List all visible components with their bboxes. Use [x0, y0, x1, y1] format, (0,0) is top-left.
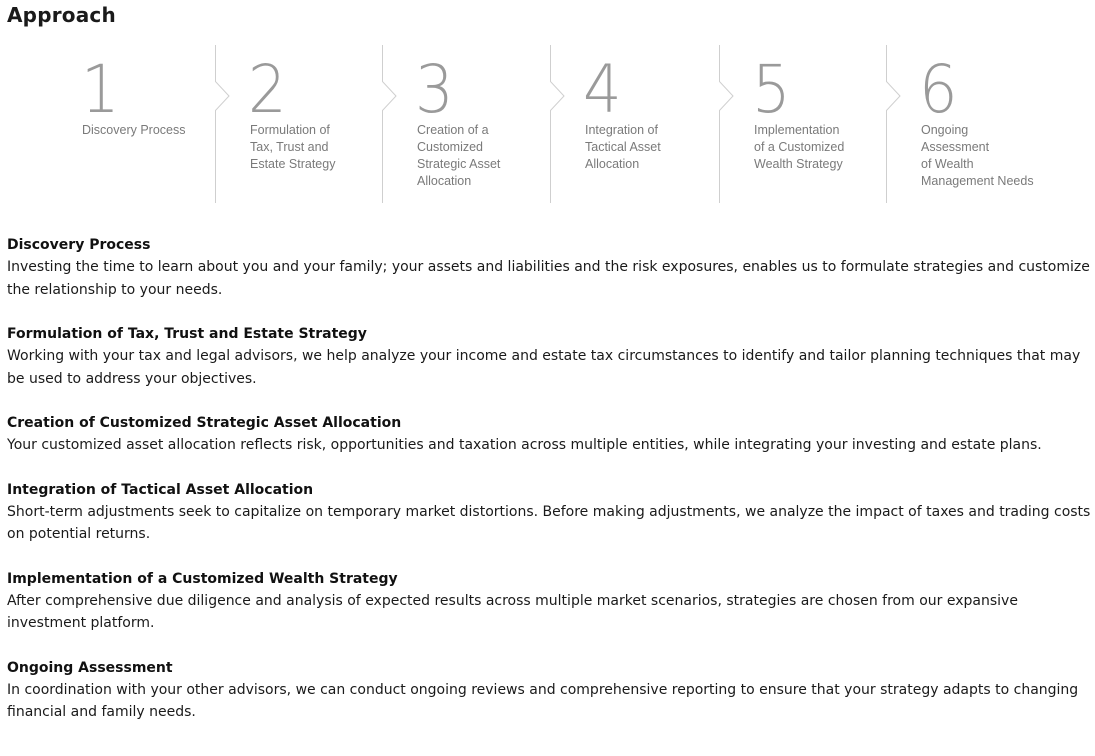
section — [7, 657, 1092, 724]
process-step — [550, 45, 718, 203]
process-step — [382, 45, 550, 203]
section — [7, 323, 1092, 390]
step-divider — [719, 45, 720, 203]
step-label: Formulation of Tax, Trust and Estate Strategy — [250, 123, 336, 171]
section-body: After comprehensive due diligence and analysis of expected results across multiple market scenarios, strategies are chosen from our expansive investment platform. — [7, 592, 1018, 631]
section — [7, 412, 1092, 457]
section — [7, 568, 1092, 635]
step-label: Discovery Process — [82, 123, 186, 137]
step-divider — [550, 45, 551, 203]
section-heading: Creation of Customized Strategic Asset Allocation — [7, 415, 402, 431]
section-body: Investing the time to learn about you and your family; your assets and liabilities and the risk exposures, enables us to formulate strategies and customize the relationship to your needs. — [7, 259, 1090, 298]
process-step — [215, 45, 383, 203]
step-divider — [886, 45, 887, 203]
process-step — [719, 45, 887, 203]
step-divider — [382, 45, 383, 203]
process-steps — [47, 45, 1057, 203]
process-step — [47, 45, 215, 203]
step-label: Creation of a Customized Strategic Asset Allocation — [417, 123, 501, 188]
section-body: Working with your tax and legal advisors, we help analyze your income and estate tax circumstances to identify and tailor planning techniques that may be used to address your objectives. — [7, 348, 1081, 387]
chevron-right-icon — [886, 81, 902, 111]
step-label: Integration of Tactical Asset Allocation — [585, 123, 661, 171]
chevron-right-icon — [550, 81, 566, 111]
step-number: 6 — [919, 51, 958, 128]
step-number: 4 — [583, 51, 622, 128]
section — [7, 234, 1092, 301]
section-heading: Discovery Process — [7, 237, 151, 253]
section-body: In coordination with your other advisors, we can conduct ongoing reviews and comprehensive reporting to ensure that your strategy adapts to changing financial and family needs. — [7, 681, 1079, 720]
sections-list — [7, 234, 1092, 746]
section-heading: Integration of Tactical Asset Allocation — [7, 481, 314, 498]
chevron-right-icon — [215, 81, 231, 111]
step-label: Implementation of a Customized Wealth Strategy — [754, 123, 845, 171]
step-divider — [215, 45, 216, 203]
step-number: 3 — [415, 51, 454, 128]
process-step — [886, 45, 1054, 203]
chevron-right-icon — [382, 81, 398, 111]
section-body: Your customized asset allocation reflects risk, opportunities and taxation across multiple entities, while integrating your investing and estate plans. — [7, 437, 1042, 453]
step-number: 1 — [81, 51, 120, 128]
page-title: Approach — [7, 3, 116, 27]
section-heading: Ongoing Assessment — [7, 659, 173, 676]
step-label: Ongoing Assessment of Wealth Management Needs — [921, 123, 1034, 188]
section-heading: Formulation of Tax, Trust and Estate Strategy — [7, 326, 367, 342]
section — [7, 479, 1092, 546]
step-number: 2 — [248, 51, 287, 128]
section-body: Short-term adjustments seek to capitalize on temporary market distortions. Before making adjustments, we analyze the impact of taxes and trading costs on potential returns. — [7, 503, 1091, 542]
step-number: 5 — [752, 51, 791, 128]
chevron-right-icon — [719, 81, 735, 111]
section-heading: Implementation of a Customized Wealth Strategy — [7, 570, 398, 587]
